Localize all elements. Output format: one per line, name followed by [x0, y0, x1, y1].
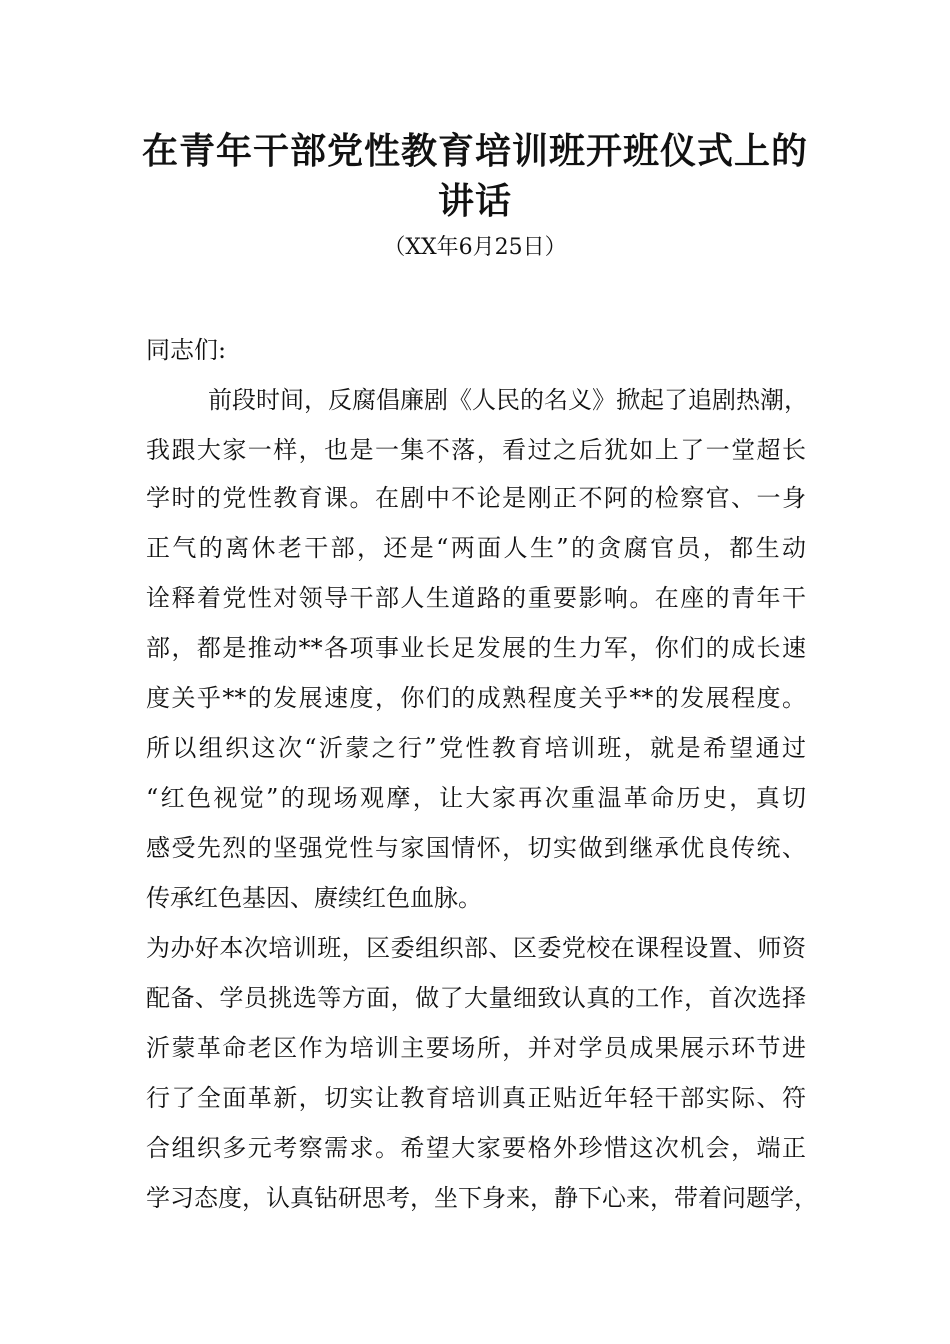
- paragraph-1-line: 度关乎**的发展速度，你们的成熟程度关乎**的发展程度。: [146, 684, 806, 712]
- paragraph-2-line: 合组织多元考察需求。希望大家要格外珍惜这次机会，端正: [146, 1134, 806, 1162]
- paragraph-1-line: “红色视觉”的现场观摩，让大家再次重温革命历史，真切: [146, 784, 806, 812]
- speech-title-line-1: 在青年干部党性教育培训班开班仪式上的: [141, 131, 808, 172]
- paragraph-1-line: 感受先烈的坚强党性与家国情怀，切实做到继承优良传统、: [146, 834, 806, 862]
- paragraph-2-line: 为办好本次培训班，区委组织部、区委党校在课程设置、师资: [146, 934, 806, 962]
- paragraph-1-line: 正气的离休老干部，还是“两面人生”的贪腐官员，都生动: [146, 534, 806, 562]
- paragraph-1-line: 部，都是推动**各项事业长足发展的生力军，你们的成长速: [146, 634, 806, 662]
- paragraph-2-line: 配备、学员挑选等方面，做了大量细致认真的工作，首次选择: [146, 984, 806, 1012]
- speech-title-line-2: 讲话: [437, 181, 512, 222]
- paragraph-1-line: 诠释着党性对领导干部人生道路的重要影响。在座的青年干: [146, 584, 806, 612]
- paragraph-1-line: 前段时间，反腐倡廉剧《人民的名义》掀起了追剧热潮，: [208, 386, 808, 414]
- paragraph-1-line: 学时的党性教育课。在剧中不论是刚正不阿的检察官、一身: [146, 484, 806, 512]
- paragraph-1-line: 所以组织这次“沂蒙之行”党性教育培训班，就是希望通过: [146, 734, 806, 762]
- paragraph-2-line: 行了全面革新，切实让教育培训真正贴近年轻干部实际、符: [146, 1084, 806, 1112]
- salutation: 同志们:: [146, 336, 227, 364]
- paragraph-1-line: 传承红色基因、赓续红色血脉。: [146, 884, 482, 912]
- paragraph-1-line: 我跟大家一样，也是一集不落，看过之后犹如上了一堂超长: [146, 436, 806, 464]
- paragraph-2-line: 沂蒙革命老区作为培训主要场所，并对学员成果展示环节进: [146, 1034, 806, 1062]
- paragraph-2-line: 学习态度，认真钻研思考，坐下身来，静下心来，带着问题学，: [146, 1184, 818, 1212]
- speech-date: （XX年6月25日）: [383, 235, 567, 260]
